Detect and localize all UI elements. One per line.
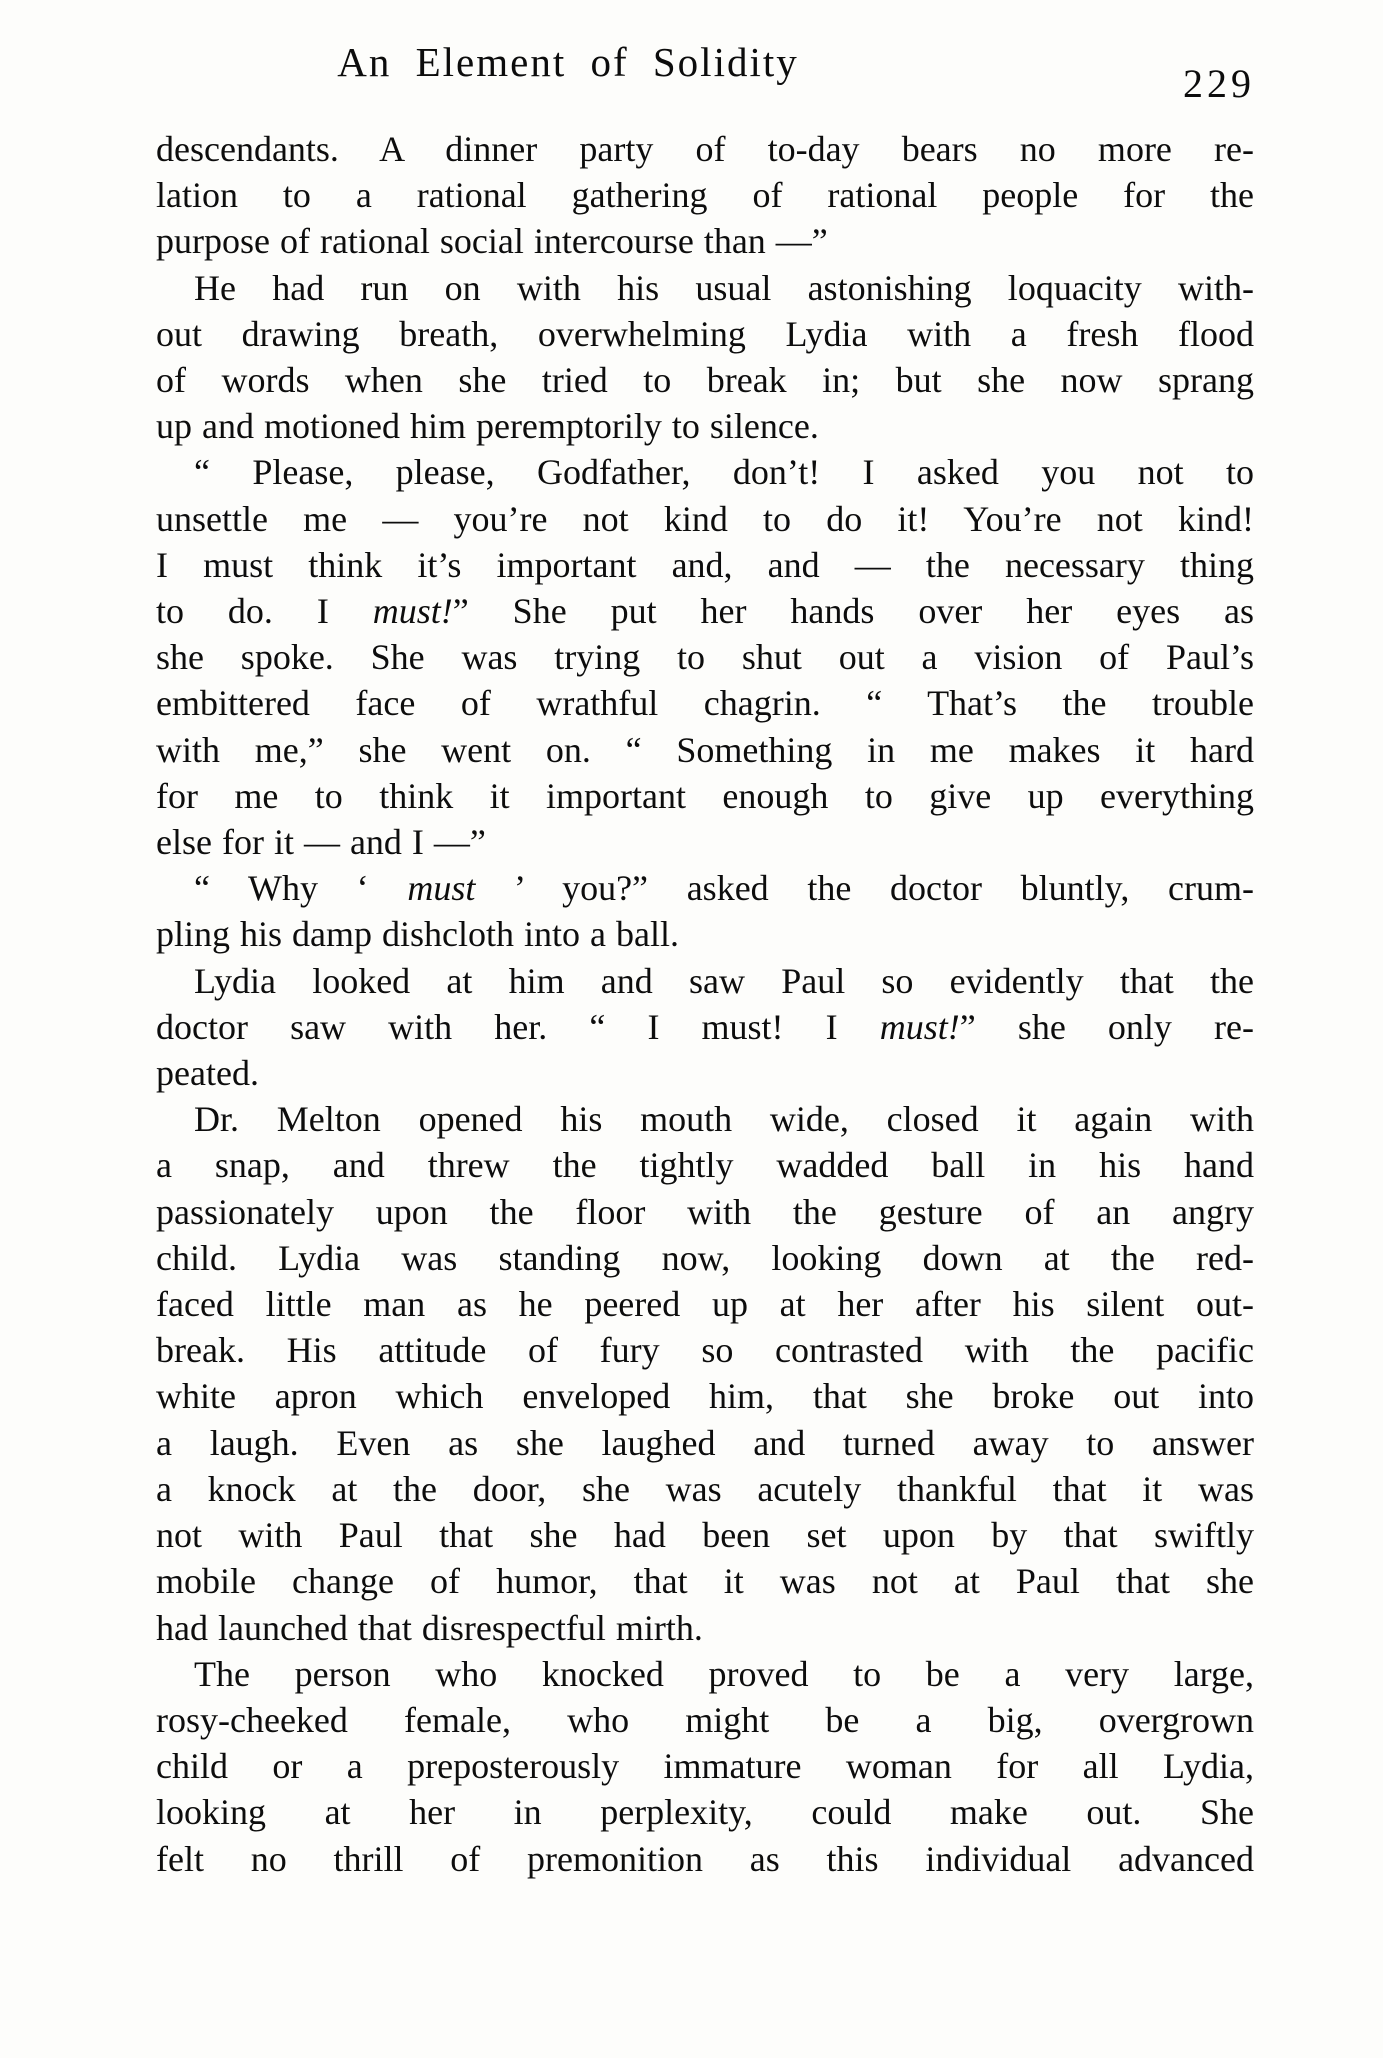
text-line [156, 1466, 1254, 1512]
text-line [156, 1004, 1254, 1050]
text-line [156, 588, 1254, 634]
paragraph [156, 865, 1254, 957]
text-line [156, 911, 1254, 957]
italic-text: must! [879, 1006, 960, 1047]
text-line [156, 958, 1254, 1004]
text-line [156, 727, 1254, 773]
text-line [156, 218, 1254, 264]
text-segment: a knock at the door, she was acutely thankful that it was [156, 1468, 1254, 1509]
text-segment: unsettle me — you’re not kind to do it! You’re not kind! [156, 498, 1254, 539]
text-line [156, 1096, 1254, 1142]
text-segment: a laugh. Even as she laughed and turned away to answer [156, 1422, 1254, 1463]
text-segment: else for it — and I —” [156, 822, 486, 863]
paragraph [156, 126, 1254, 265]
text-segment: passionately upon the floor with the gesture of an angry [156, 1191, 1254, 1232]
text-line [156, 680, 1254, 726]
text-segment: rosy-cheeked female, who might be a big, overgrown [156, 1699, 1254, 1740]
running-head-title: An Element of Solidity [337, 39, 799, 85]
text-line [156, 1420, 1254, 1466]
text-segment: faced little man as he peered up at her after his silent out- [156, 1284, 1254, 1325]
text-segment: out drawing breath, overwhelming Lydia with a fresh flood [156, 313, 1254, 354]
paragraph [156, 958, 1254, 1097]
text-line [156, 357, 1254, 403]
text-segment: Lydia looked at him and saw Paul so evidently that the [194, 960, 1254, 1001]
text-line [156, 634, 1254, 680]
paragraph [156, 265, 1254, 450]
text-line [156, 1189, 1254, 1235]
text-line [156, 126, 1254, 172]
text-segment: up and motioned him peremptorily to silence. [156, 406, 819, 447]
text-line [156, 1605, 1254, 1651]
paragraph [156, 1096, 1254, 1650]
text-line [156, 403, 1254, 449]
text-segment: white apron which enveloped him, that she broke out into [156, 1376, 1254, 1417]
text-segment: The person who knocked proved to be a very large, [194, 1653, 1254, 1694]
text-line [156, 1142, 1254, 1188]
text-line [156, 1651, 1254, 1697]
text-segment: doctor saw with her. “ I must! I [156, 1006, 880, 1047]
text-line [156, 1836, 1254, 1882]
text-segment: ’ you?” asked the doctor bluntly, crum- [475, 868, 1254, 909]
text-line [156, 1235, 1254, 1281]
text-segment: felt no thrill of premonition as this individual advanced [156, 1838, 1254, 1879]
text-segment: a snap, and threw the tightly wadded ball in his hand [156, 1145, 1254, 1186]
text-segment: lation to a rational gathering of rational people for the [156, 175, 1254, 216]
text-segment: “ Why ‘ [194, 868, 408, 909]
text-line [156, 311, 1254, 357]
text-line [156, 449, 1254, 495]
page-text-block [156, 126, 1254, 1882]
text-line [156, 1743, 1254, 1789]
text-line [156, 542, 1254, 588]
text-segment: child. Lydia was standing now, looking down at the red- [156, 1237, 1254, 1278]
text-segment: with me,” she went on. “ Something in me makes it hard [156, 729, 1254, 770]
text-segment: pling his damp dishcloth into a ball. [156, 914, 679, 955]
text-segment: of words when she tried to break in; but she now sprang [156, 360, 1254, 401]
text-segment: not with Paul that she had been set upon by that swiftly [156, 1515, 1254, 1556]
text-segment: she spoke. She was trying to shut out a vision of Paul’s [156, 637, 1254, 678]
text-line [156, 1327, 1254, 1373]
paragraph [156, 1651, 1254, 1882]
text-line [156, 265, 1254, 311]
text-line [156, 1558, 1254, 1604]
text-line [156, 496, 1254, 542]
text-segment: child or a preposterously immature woman for all Lydia, [156, 1746, 1254, 1787]
text-segment: for me to think it important enough to give up everything [156, 775, 1254, 816]
italic-text: must! [372, 591, 453, 632]
page-number: 229 [1183, 61, 1255, 106]
text-line [156, 1281, 1254, 1327]
text-line [156, 1789, 1254, 1835]
text-segment: I must think it’s important and, and — the necessary thing [156, 544, 1254, 585]
text-segment: looking at her in perplexity, could make out. She [156, 1792, 1254, 1833]
text-segment: Dr. Melton opened his mouth wide, closed it again with [194, 1099, 1254, 1140]
text-line [156, 819, 1254, 865]
text-line [156, 773, 1254, 819]
italic-text: must [407, 868, 476, 909]
text-segment: had launched that disrespectful mirth. [156, 1607, 703, 1648]
text-line [156, 172, 1254, 218]
text-segment: He had run on with his usual astonishing loquacity with- [194, 267, 1254, 308]
text-segment: break. His attitude of fury so contrasted with the pacific [156, 1330, 1254, 1371]
text-segment: descendants. A dinner party of to-day bears no more re- [156, 129, 1254, 169]
text-segment: purpose of rational social intercourse than —” [156, 221, 828, 262]
text-segment: embittered face of wrathful chagrin. “ That’s the trouble [156, 683, 1254, 724]
text-segment: to do. I [156, 591, 373, 632]
paragraph [156, 449, 1254, 865]
text-segment: ” she only re- [959, 1006, 1254, 1047]
text-line [156, 1697, 1254, 1743]
text-segment: “ Please, please, Godfather, don’t! I asked you not to [194, 452, 1254, 493]
text-line [156, 1373, 1254, 1419]
text-line [156, 1050, 1254, 1096]
text-line [156, 865, 1254, 911]
text-segment: mobile change of humor, that it was not at Paul that she [156, 1561, 1254, 1602]
text-line [156, 1512, 1254, 1558]
text-segment: ” She put her hands over her eyes as [452, 591, 1254, 632]
text-segment: peated. [156, 1053, 259, 1094]
